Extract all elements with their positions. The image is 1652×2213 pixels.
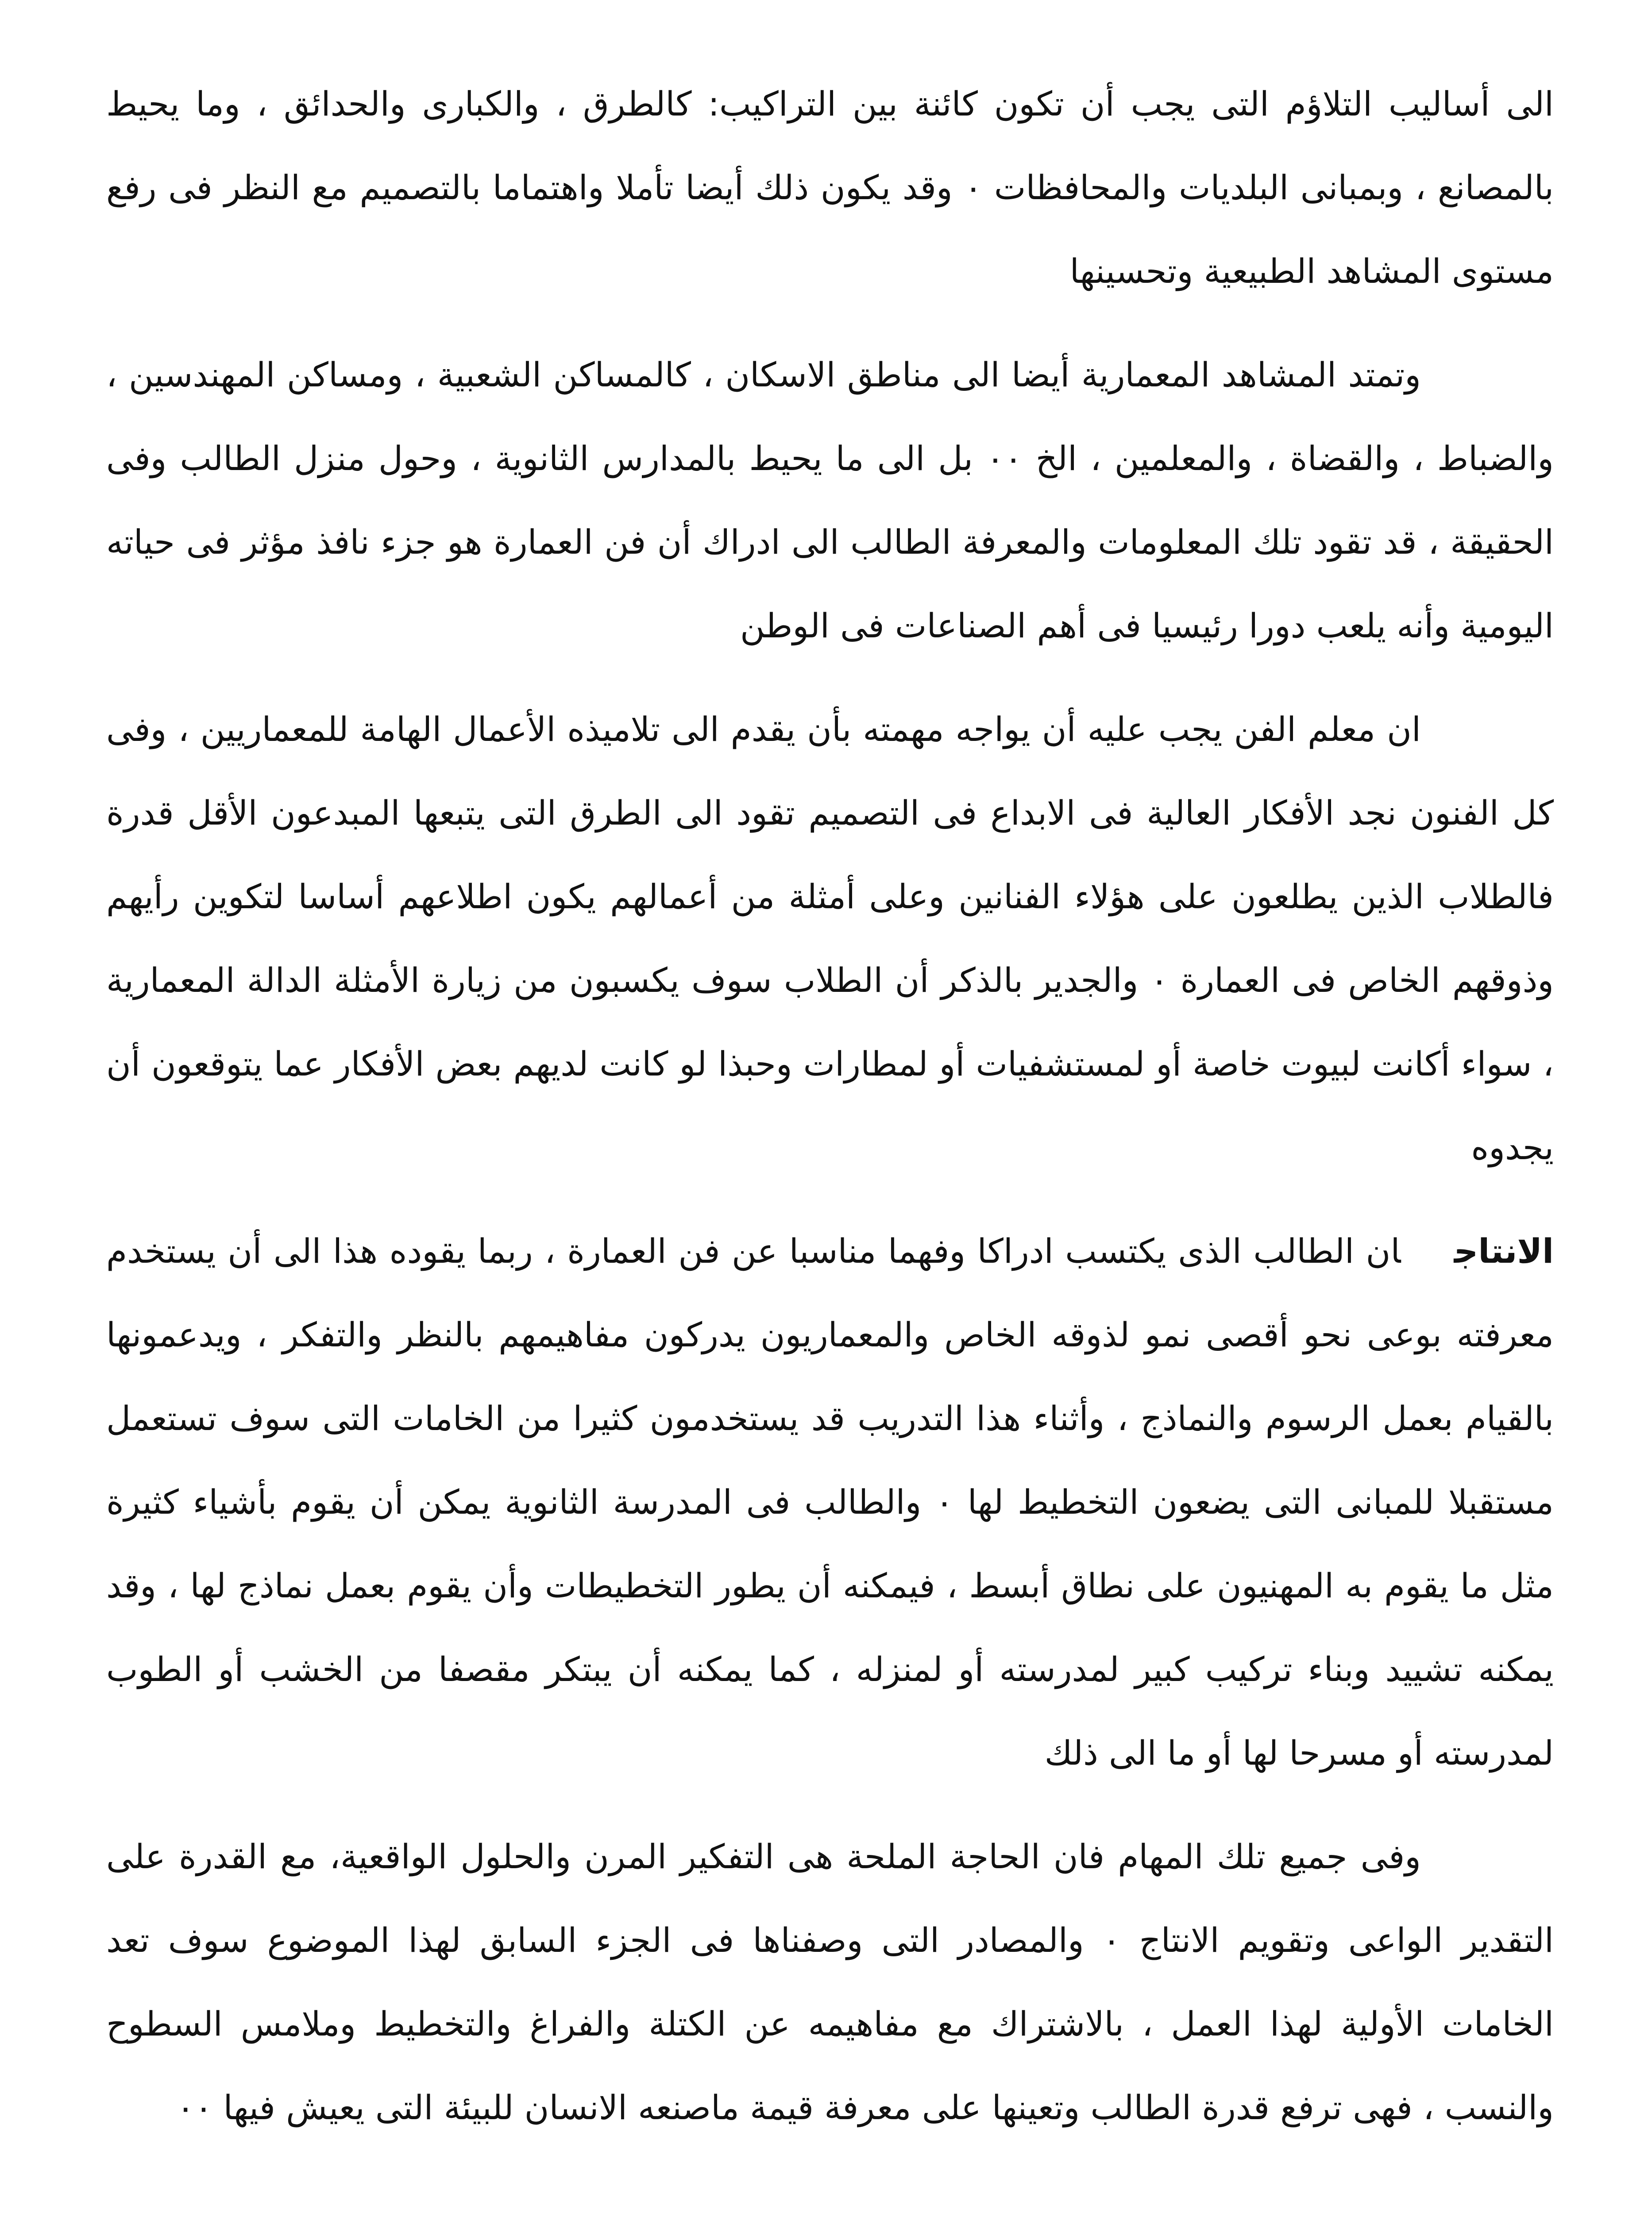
paragraph-architecture-harmony: الى أساليب التلاؤم التى يجب أن تكون كائنة بين التراكيب: كالطرق ، والكبارى والحدائق ، وما يحيط بالمصانع ، وبمبانى البلديات والمحافظات ٠ وقد يكون ذلك أيضا تأملا واهتماما بالتصميم مع النظر فى رفع مستوى المشاهد الطبيعية وتحسينها [106,84,1554,291]
paragraph-housing-areas: وتمتد المشاهد المعمارية أيضا الى مناطق الاسكان ، كالمساكن الشعبية ، ومساكن المهندسين ، والضباط ، والقضاة ، والمعلمين ، الخ ٠٠ بل الى ما يحيط بالمدارس الثانوية ، وحول منزل الطالب وفى الحقيقة ، قد تقود تلك المعلومات والمعرفة الطالب الى ادراك أن فن العمارة هو جزء نافذ مؤثر فى حياته اليومية وأنه يلعب دورا رئيسيا فى أهم الصناعات فى الوطن [106,355,1554,645]
section-heading-industrial-commercial-art [106,2198,1554,2213]
production-paragraph-text: ان الطالب الذى يكتسب ادراكا وفهما مناسبا عن فن العمارة ، ربما يقوده هذا الى أن يستخدم معرفته بوعى نحو أقصى نمو لذوقه الخاص والمعماريون يدركون مفاهيمهم بالنظر والتفكر ، ويدعمونها بالقيام بعمل الرسوم والنماذج ، وأثناء هذا التدريب قد يستخدمون كثيرا من الخامات التى سوف تستعمل مستقبلا للمبانى التى يضعون التخطيط لها ٠ والطالب فى المدرسة الثانوية يمكن أن يقوم بأشياء كثيرة مثل ما يقوم به المهنيون على نطاق أبسط ، فيمكنه أن يطور التخطيطات وأن يقوم بعمل نماذج لها ، وقد يمكنه تشييد وبناء تركيب كبير لمدرسته أو لمنزله ، كما يمكنه أن يبتكر مقصفا من الخشب أو الطوب لمدرسته أو مسرحا لها أو ما الى ذلك [106,1231,1554,1773]
paragraph-production [106,1209,1554,1795]
paragraph-tasks-flexible-thinking: وفى جميع تلك المهام فان الحاجة الملحة هى التفكير المرن والحلول الواقعية، مع القدرة على التقدير الواعى وتقويم الانتاج ٠ والمصادر التى وصفناها فى الجزء السابق لهذا الموضوع سوف تعد الخامات الأولية لهذا العمل ، بالاشتراك مع مفاهيمه عن الكتلة والفراغ والتخطيط وملامس السطوح والنسب ، فهى ترفع قدرة الطالب وتعينها على معرفة قيمة ماصنعه الانسان للبيئة التى يعيش فيها ٠٠ [106,1837,1554,2127]
book-page [106,62,1554,2213]
production-run-in-heading: الانتاج [1454,1231,1554,1271]
paragraph-art-teacher: ان معلم الفن يجب عليه أن يواجه مهمته بأن يقدم الى تلاميذه الأعمال الهامة للمعماريين ، وفى كل الفنون نجد الأفكار العالية فى الابداع فى التصميم تقود الى الطرق التى يتبعها المبدعون الأقل قدرة فالطلاب الذين يطلعون على هؤلاء الفنانين وعلى أمثلة من أعمالهم يكون اطلاعهم أساسا لتكوين رأيهم وذوقهم الخاص فى العمارة ٠ والجدير بالذكر أن الطلاب سوف يكسبون من زيارة الأمثلة الدالة المعمارية ، سواء أكانت لبيوت خاصة أو لمستشفيات أو لمطارات وحبذا لو كانت لديهم بعض الأفكار عما يتوقعون أن يجدوه [106,709,1554,1167]
